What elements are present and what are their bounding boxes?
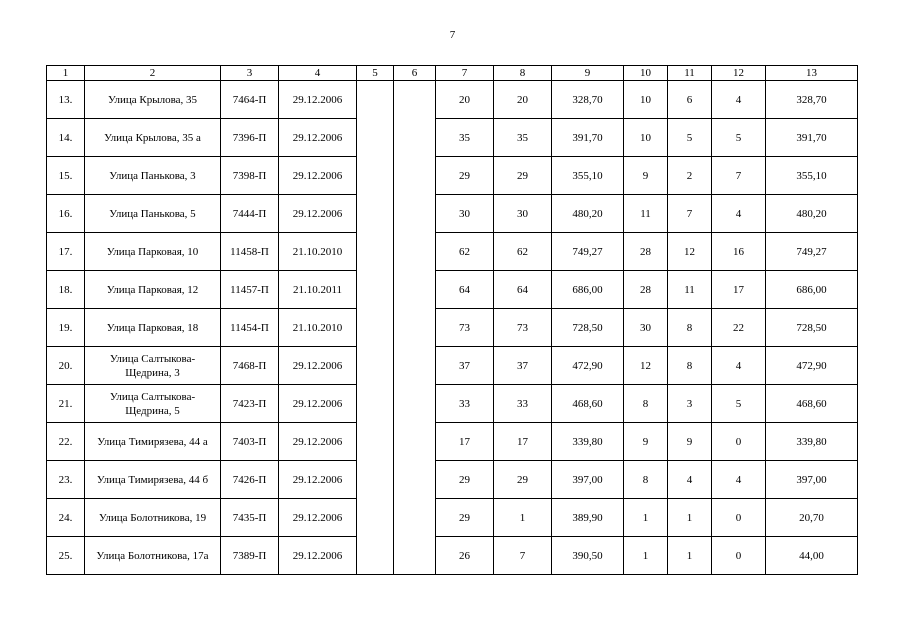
col8-cell: 7 [494, 537, 552, 575]
col8-cell: 20 [494, 81, 552, 119]
address-cell: Улица Парковая, 12 [85, 271, 221, 309]
document-number-cell: 7444-П [221, 195, 279, 233]
row-number-cell: 19. [47, 309, 85, 347]
col11-cell: 11 [668, 271, 712, 309]
column-header-2: 2 [85, 66, 221, 81]
document-number-cell: 7435-П [221, 499, 279, 537]
col10-cell: 9 [624, 157, 668, 195]
col12-cell: 17 [712, 271, 766, 309]
col13-cell: 328,70 [766, 81, 858, 119]
col12-cell: 5 [712, 119, 766, 157]
column-header-6: 6 [394, 66, 436, 81]
col7-cell: 20 [436, 81, 494, 119]
col7-cell: 73 [436, 309, 494, 347]
address-cell: Улица Салтыкова-Щедрина, 5 [85, 385, 221, 423]
col13-cell: 355,10 [766, 157, 858, 195]
col11-cell: 2 [668, 157, 712, 195]
housing-table [46, 65, 858, 575]
col8-cell: 29 [494, 461, 552, 499]
date-cell: 29.12.2006 [279, 537, 357, 575]
col9-cell: 355,10 [552, 157, 624, 195]
col8-cell: 37 [494, 347, 552, 385]
col8-cell: 1 [494, 499, 552, 537]
document-number-cell: 11457-П [221, 271, 279, 309]
date-cell: 29.12.2006 [279, 499, 357, 537]
col10-cell: 11 [624, 195, 668, 233]
col11-cell: 12 [668, 233, 712, 271]
col10-cell: 9 [624, 423, 668, 461]
col9-cell: 480,20 [552, 195, 624, 233]
col13-cell: 44,00 [766, 537, 858, 575]
date-cell: 29.12.2006 [279, 157, 357, 195]
address-cell: Улица Парковая, 10 [85, 233, 221, 271]
column-header-8: 8 [494, 66, 552, 81]
table-body [47, 66, 858, 575]
address-cell: Улица Тимирязева, 44 б [85, 461, 221, 499]
col9-cell: 328,70 [552, 81, 624, 119]
col8-cell: 64 [494, 271, 552, 309]
document-number-cell: 7423-П [221, 385, 279, 423]
row-number-cell: 14. [47, 119, 85, 157]
col10-cell: 1 [624, 537, 668, 575]
row-number-cell: 17. [47, 233, 85, 271]
column-header-7: 7 [436, 66, 494, 81]
address-cell: Улица Болотникова, 17а [85, 537, 221, 575]
col12-cell: 7 [712, 157, 766, 195]
row-number-cell: 20. [47, 347, 85, 385]
date-cell: 29.12.2006 [279, 119, 357, 157]
col12-cell: 0 [712, 423, 766, 461]
document-number-cell: 11454-П [221, 309, 279, 347]
col13-cell: 397,00 [766, 461, 858, 499]
col11-cell: 1 [668, 537, 712, 575]
col12-cell: 4 [712, 195, 766, 233]
col11-cell: 1 [668, 499, 712, 537]
date-cell: 29.12.2006 [279, 195, 357, 233]
col11-cell: 5 [668, 119, 712, 157]
date-cell: 29.12.2006 [279, 81, 357, 119]
col8-cell: 17 [494, 423, 552, 461]
col13-cell: 339,80 [766, 423, 858, 461]
col13-cell: 686,00 [766, 271, 858, 309]
address-cell: Улица Салтыкова-Щедрина, 3 [85, 347, 221, 385]
col9-cell: 686,00 [552, 271, 624, 309]
col9-cell: 339,80 [552, 423, 624, 461]
col10-cell: 10 [624, 81, 668, 119]
address-cell: Улица Тимирязева, 44 а [85, 423, 221, 461]
col11-cell: 4 [668, 461, 712, 499]
col11-cell: 6 [668, 81, 712, 119]
date-cell: 21.10.2011 [279, 271, 357, 309]
row-number-cell: 24. [47, 499, 85, 537]
column-header-4: 4 [279, 66, 357, 81]
col8-cell: 62 [494, 233, 552, 271]
col10-cell: 30 [624, 309, 668, 347]
col13-cell: 20,70 [766, 499, 858, 537]
table-row [47, 385, 858, 423]
table-row [47, 157, 858, 195]
empty-cell-6 [394, 81, 436, 575]
col12-cell: 4 [712, 81, 766, 119]
col8-cell: 33 [494, 385, 552, 423]
col10-cell: 12 [624, 347, 668, 385]
col10-cell: 28 [624, 233, 668, 271]
empty-cell-5 [357, 81, 394, 575]
col7-cell: 26 [436, 537, 494, 575]
document-number-cell: 7398-П [221, 157, 279, 195]
col10-cell: 10 [624, 119, 668, 157]
col13-cell: 468,60 [766, 385, 858, 423]
col9-cell: 468,60 [552, 385, 624, 423]
col7-cell: 17 [436, 423, 494, 461]
col7-cell: 35 [436, 119, 494, 157]
column-header-10: 10 [624, 66, 668, 81]
col9-cell: 728,50 [552, 309, 624, 347]
row-number-cell: 18. [47, 271, 85, 309]
column-header-1: 1 [47, 66, 85, 81]
col12-cell: 4 [712, 461, 766, 499]
document-number-cell: 7464-П [221, 81, 279, 119]
row-number-cell: 22. [47, 423, 85, 461]
table-row [47, 195, 858, 233]
col8-cell: 30 [494, 195, 552, 233]
table-row [47, 309, 858, 347]
col11-cell: 9 [668, 423, 712, 461]
row-number-cell: 16. [47, 195, 85, 233]
column-header-11: 11 [668, 66, 712, 81]
table-row [47, 499, 858, 537]
address-cell: Улица Болотникова, 19 [85, 499, 221, 537]
document-number-cell: 11458-П [221, 233, 279, 271]
table-header-row [47, 66, 858, 81]
col11-cell: 3 [668, 385, 712, 423]
col7-cell: 37 [436, 347, 494, 385]
date-cell: 21.10.2010 [279, 233, 357, 271]
address-cell: Улица Панькова, 3 [85, 157, 221, 195]
col7-cell: 29 [436, 157, 494, 195]
col11-cell: 8 [668, 347, 712, 385]
col9-cell: 472,90 [552, 347, 624, 385]
col13-cell: 480,20 [766, 195, 858, 233]
col12-cell: 0 [712, 499, 766, 537]
table-row [47, 537, 858, 575]
col11-cell: 7 [668, 195, 712, 233]
row-number-cell: 15. [47, 157, 85, 195]
col10-cell: 28 [624, 271, 668, 309]
date-cell: 29.12.2006 [279, 347, 357, 385]
col8-cell: 73 [494, 309, 552, 347]
table-row [47, 119, 858, 157]
column-header-13: 13 [766, 66, 858, 81]
col12-cell: 16 [712, 233, 766, 271]
col13-cell: 472,90 [766, 347, 858, 385]
col12-cell: 0 [712, 537, 766, 575]
table-row [47, 233, 858, 271]
row-number-cell: 25. [47, 537, 85, 575]
table-row [47, 347, 858, 385]
column-header-5: 5 [357, 66, 394, 81]
col7-cell: 29 [436, 461, 494, 499]
page-number: 7 [449, 29, 456, 41]
date-cell: 29.12.2006 [279, 385, 357, 423]
document-number-cell: 7403-П [221, 423, 279, 461]
table-row [47, 461, 858, 499]
col10-cell: 1 [624, 499, 668, 537]
address-cell: Улица Панькова, 5 [85, 195, 221, 233]
col9-cell: 749,27 [552, 233, 624, 271]
col9-cell: 391,70 [552, 119, 624, 157]
col7-cell: 64 [436, 271, 494, 309]
col8-cell: 29 [494, 157, 552, 195]
row-number-cell: 21. [47, 385, 85, 423]
row-number-cell: 13. [47, 81, 85, 119]
table-row [47, 423, 858, 461]
col7-cell: 33 [436, 385, 494, 423]
col9-cell: 389,90 [552, 499, 624, 537]
column-header-12: 12 [712, 66, 766, 81]
column-header-9: 9 [552, 66, 624, 81]
date-cell: 29.12.2006 [279, 423, 357, 461]
col13-cell: 391,70 [766, 119, 858, 157]
row-number-cell: 23. [47, 461, 85, 499]
col12-cell: 5 [712, 385, 766, 423]
col13-cell: 749,27 [766, 233, 858, 271]
address-cell: Улица Парковая, 18 [85, 309, 221, 347]
col11-cell: 8 [668, 309, 712, 347]
date-cell: 29.12.2006 [279, 461, 357, 499]
col9-cell: 397,00 [552, 461, 624, 499]
col7-cell: 62 [436, 233, 494, 271]
address-cell: Улица Крылова, 35 [85, 81, 221, 119]
table-row [47, 271, 858, 309]
document-number-cell: 7468-П [221, 347, 279, 385]
col7-cell: 29 [436, 499, 494, 537]
col12-cell: 22 [712, 309, 766, 347]
document-number-cell: 7389-П [221, 537, 279, 575]
date-cell: 21.10.2010 [279, 309, 357, 347]
col8-cell: 35 [494, 119, 552, 157]
col12-cell: 4 [712, 347, 766, 385]
col10-cell: 8 [624, 461, 668, 499]
col7-cell: 30 [436, 195, 494, 233]
table-row [47, 81, 858, 119]
column-header-3: 3 [221, 66, 279, 81]
col10-cell: 8 [624, 385, 668, 423]
document-number-cell: 7426-П [221, 461, 279, 499]
document-number-cell: 7396-П [221, 119, 279, 157]
col9-cell: 390,50 [552, 537, 624, 575]
address-cell: Улица Крылова, 35 а [85, 119, 221, 157]
col13-cell: 728,50 [766, 309, 858, 347]
